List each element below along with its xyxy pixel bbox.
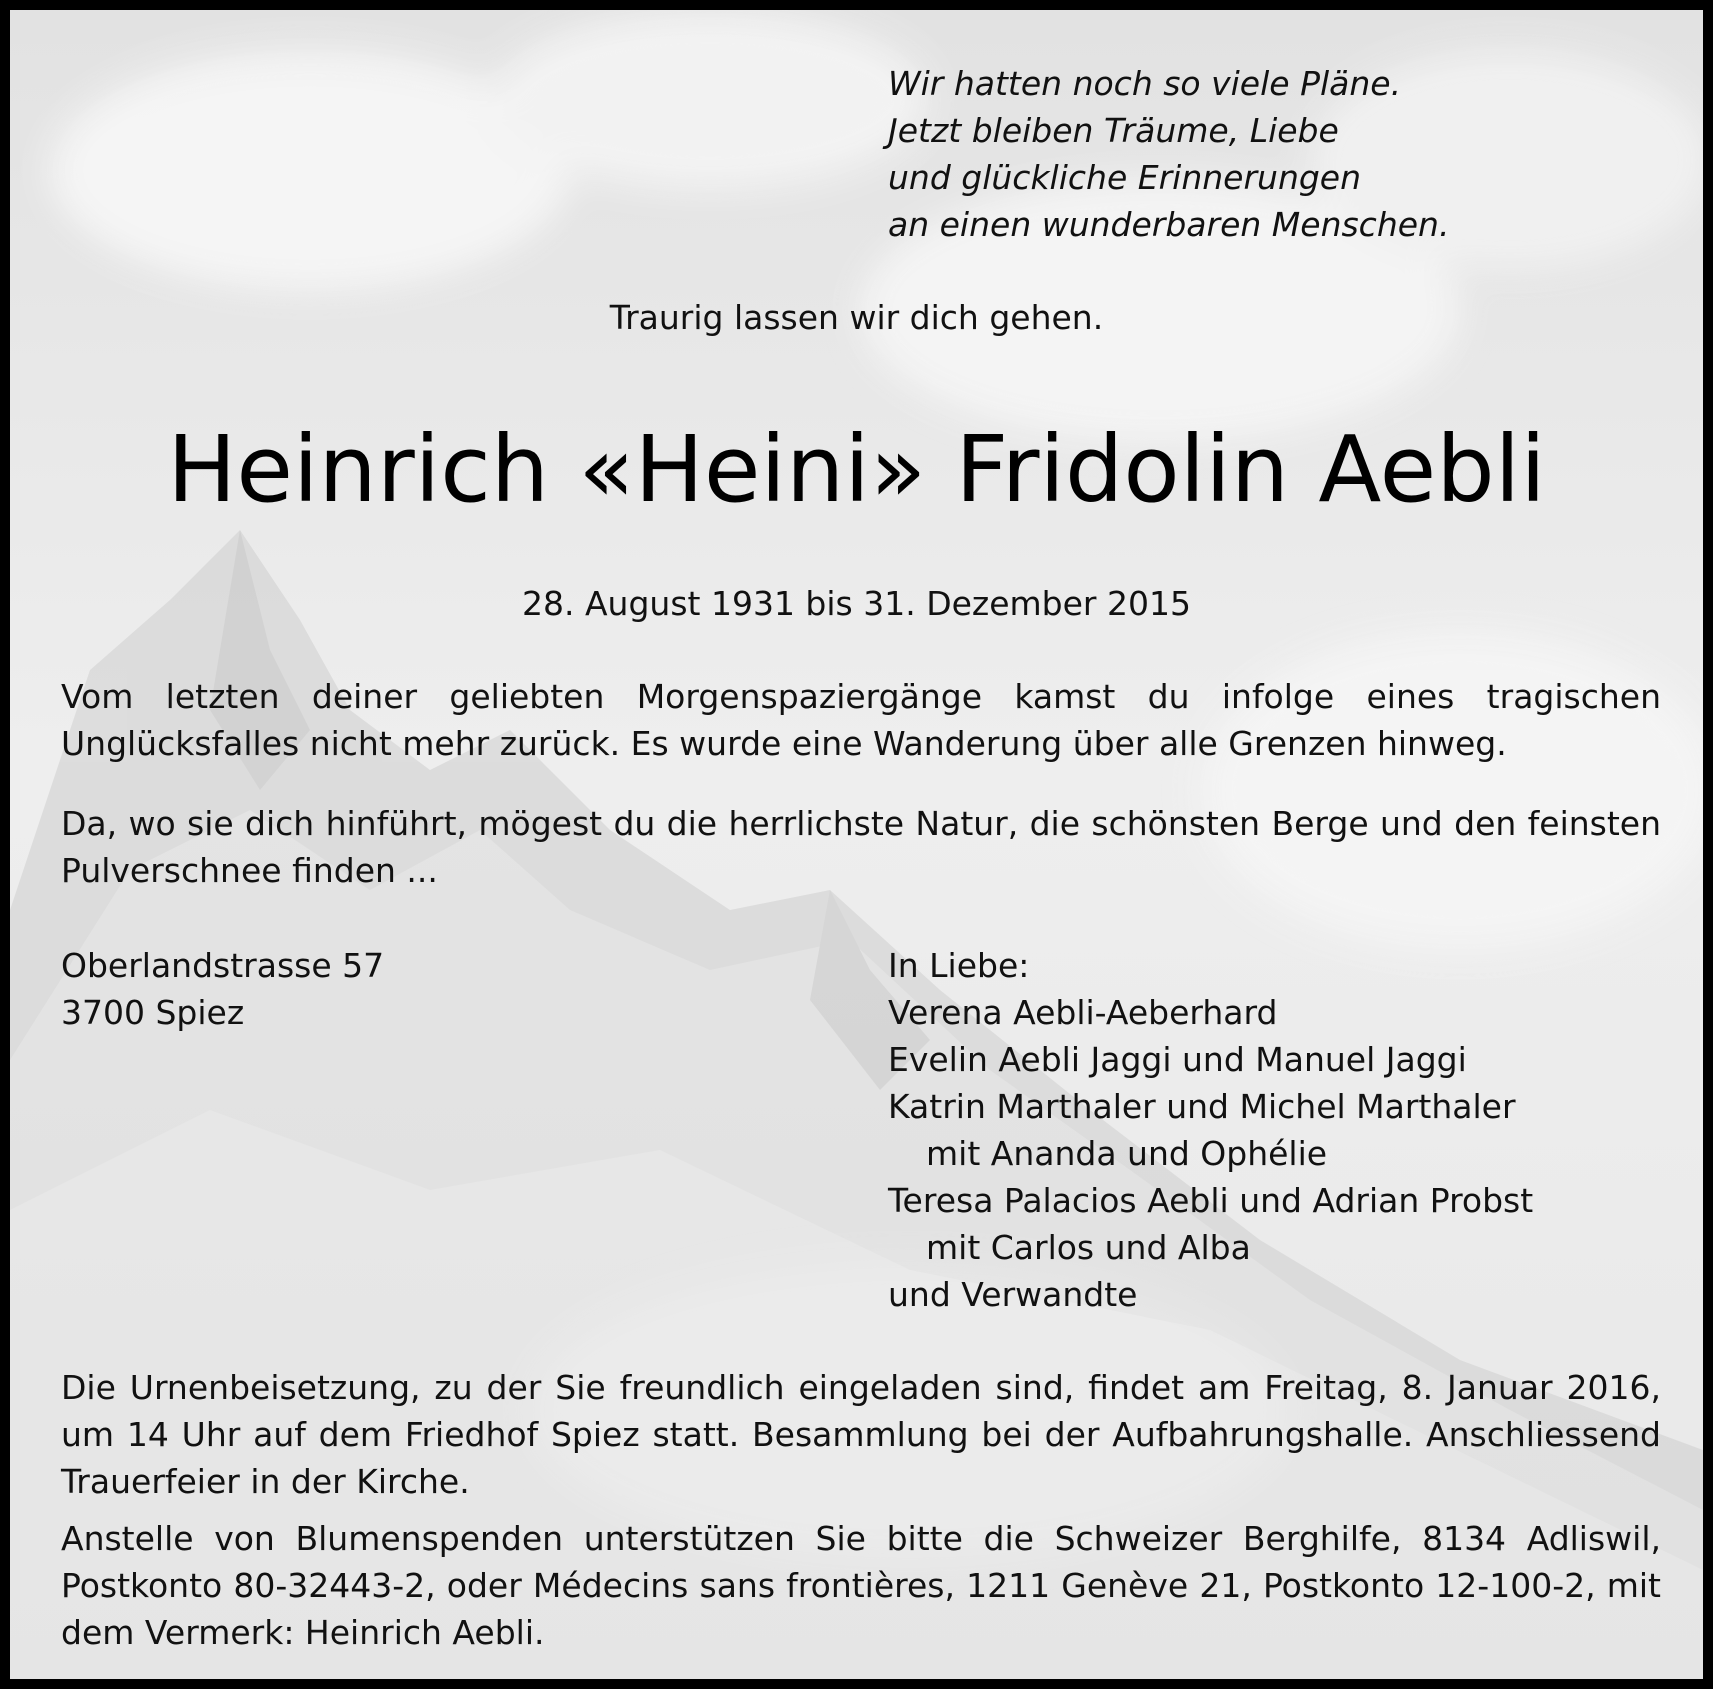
quote-line: Wir hatten noch so viele Pläne. xyxy=(888,64,1402,103)
farewell-line: Traurig lassen wir dich gehen. xyxy=(609,298,1104,337)
quote-line: an einen wunderbaren Menschen. xyxy=(888,205,1450,244)
mourners-intro: In Liebe: xyxy=(888,946,1030,985)
donations-paragraph: Anstelle von Blumenspenden unterstützen Sie bitte die Schweizer Berghilfe, 8134 Adliswil, Postkonto 80-32443-2, oder Médecins sans frontières, 1211 Genève 21, Postkonto 12-100-2, mit dem Vermerk: Heinrich Aebli. xyxy=(61,1519,1661,1652)
accident-paragraph: Vom letzten deiner geliebten Morgenspaziergänge kamst du infolge eines tragischen Unglücksfalles nicht mehr zurück. Es wurde eine Wanderung über alle Grenzen hinweg. xyxy=(61,677,1661,763)
life-dates: 28. August 1931 bis 31. Dezember 2015 xyxy=(522,584,1191,623)
mourner-line: und Verwandte xyxy=(888,1275,1138,1314)
address-city: 3700 Spiez xyxy=(61,993,245,1032)
family-address xyxy=(61,942,384,1036)
deceased-name: Heinrich «Heini» Fridolin Aebli xyxy=(167,416,1546,523)
memorial-quote xyxy=(888,60,1449,248)
mourner-line: mit Ananda und Ophélie xyxy=(926,1134,1328,1173)
mourner-line: Katrin Marthaler und Michel Marthaler xyxy=(888,1087,1516,1126)
mourner-line: Verena Aebli-Aeberhard xyxy=(888,993,1278,1032)
wish-paragraph: Da, wo sie dich hinführt, mögest du die herrlichste Natur, die schönsten Berge und den feinsten Pulverschnee finden ... xyxy=(61,804,1661,890)
address-street: Oberlandstrasse 57 xyxy=(61,946,385,985)
mourner-line: Evelin Aebli Jaggi und Manuel Jaggi xyxy=(888,1040,1467,1079)
mourner-line: mit Carlos und Alba xyxy=(926,1228,1251,1267)
quote-line: Jetzt bleiben Träume, Liebe xyxy=(888,111,1339,150)
quote-line: und glückliche Erinnerungen xyxy=(888,158,1362,197)
ceremony-paragraph: Die Urnenbeisetzung, zu der Sie freundlich eingeladen sind, findet am Freitag, 8. Januar 2016, um 14 Uhr auf dem Friedhof Spiez statt. Besammlung bei der Aufbahrungshalle. Anschliessend Trauerfeier in der Kirche. xyxy=(61,1368,1661,1501)
mourner-line: Teresa Palacios Aebli und Adrian Probst xyxy=(888,1181,1534,1220)
mourners-list xyxy=(888,942,1533,1318)
